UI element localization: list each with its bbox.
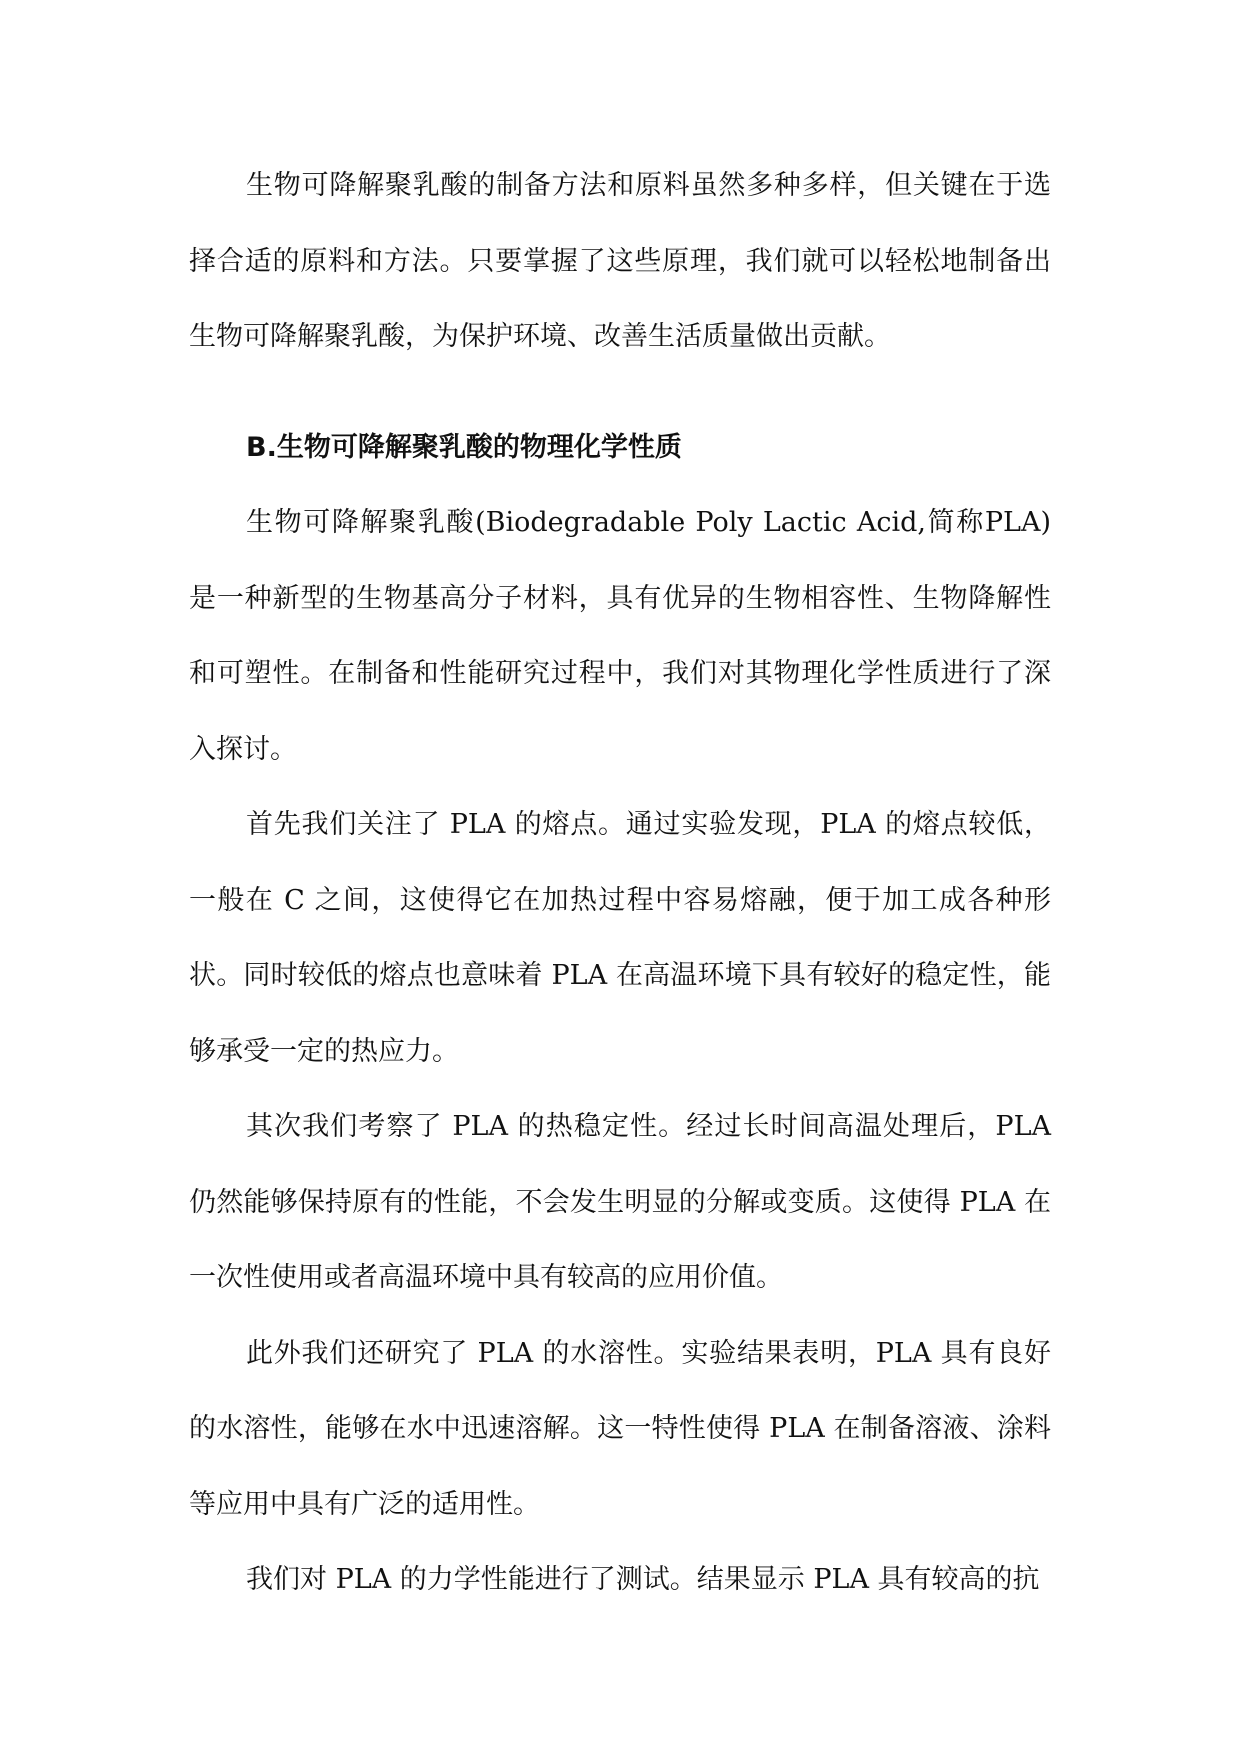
paragraph-melting-point: 首先我们关注了 PLA 的熔点。通过实验发现，PLA 的熔点较低，一般在 C 之间，这使得它在加热过程中容易熔融，便于加工成各种形状。同时较低的熔点也意味着 PLA 在高温环境下具有较好的稳定性，能够承受一定的热应力。 — [189, 809, 1051, 1067]
paragraph-intro: 生物可降解聚乳酸的制备方法和原料虽然多种多样，但关键在于选择合适的原料和方法。只要掌握了这些原理，我们就可以轻松地制备出生物可降解聚乳酸，为保护环境、改善生活质量做出贡献。 — [189, 170, 1051, 352]
paragraph-water-solubility: 此外我们还研究了 PLA 的水溶性。实验结果表明，PLA 具有良好的水溶性，能够在水中迅速溶解。这一特性使得 PLA 在制备溶液、涂料等应用中具有广泛的适用性。 — [189, 1337, 1051, 1520]
paragraph-pla-definition: 生物可降解聚乳酸(Biodegradable Poly Lactic Acid,简称PLA)是一种新型的生物基高分子材料，具有优异的生物相容性、生物降解性和可塑性。在制备和性能研究过程中，我们对其物理化学性质进行了深入探讨。 — [189, 507, 1051, 765]
section-heading: B.生物可降解聚乳酸的物理化学性质 — [246, 431, 682, 463]
paragraph-mechanical-properties: 我们对 PLA 的力学性能进行了测试。结果显示 PLA 具有较高的抗 — [246, 1564, 1040, 1595]
paragraph-thermal-stability: 其次我们考察了 PLA 的热稳定性。经过长时间高温处理后，PLA 仍然能够保持原有的性能，不会发生明显的分解或变质。这使得 PLA 在一次性使用或者高温环境中具有较高的应用价值。 — [189, 1111, 1051, 1293]
